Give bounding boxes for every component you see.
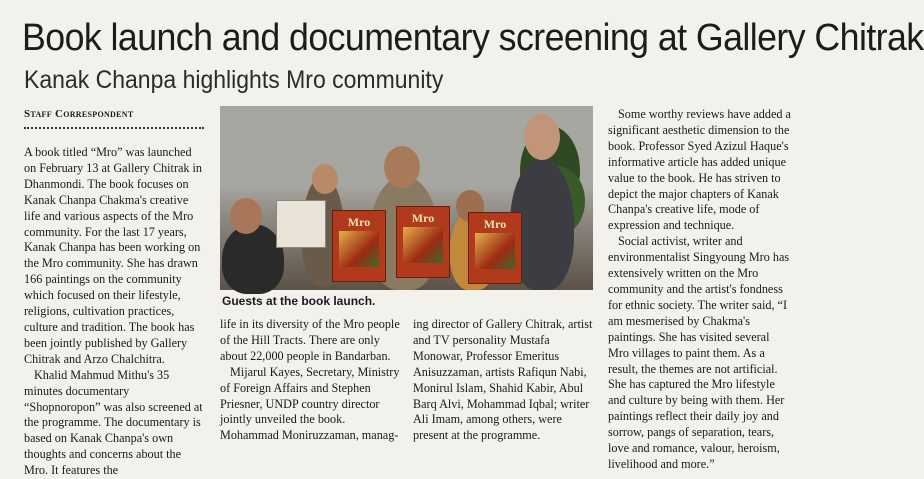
- photo-book: [396, 206, 450, 278]
- column-4: [608, 107, 792, 473]
- byline: Staff Correspondent: [24, 108, 134, 120]
- byline-divider: [24, 127, 204, 129]
- paragraph: Mijarul Kayes, Secretary, Ministry of Foreign Affairs and Stephen Priesner, UNDP country director jointly unveiled the book. Mohammad Moniruzzaman, manag-: [220, 364, 400, 443]
- photo-book: [468, 212, 522, 284]
- photo-person-head: [524, 114, 560, 160]
- photo-person-head: [230, 198, 262, 234]
- headline: Book launch and documentary screening at Gallery Chitrak: [22, 17, 924, 59]
- subheadline: Kanak Chanpa highlights Mro community: [24, 66, 444, 94]
- column-3: [413, 317, 595, 444]
- paragraph: Khalid Mahmud Mithu's 35 minutes documentary “Shopnoropon” was also screened at the programme. The documentary is based on Kanak Chanpa's own thoughts and concerns about the Mro. It features the: [24, 367, 203, 478]
- book-title: Mro: [347, 215, 371, 229]
- book-launch-photo: [220, 106, 593, 290]
- book-title: Mro: [411, 211, 435, 225]
- paragraph: A book titled “Mro” was launched on February 13 at Gallery Chitrak in Dhanmondi. The book focuses on Kanak Chanpa Chakma's creative life and various aspects of the Mro community. For the last 17 years, Kanak Chanpa has been working on the Mro community. She has drawn 166 paintings on the community which focused on their lifestyle, religions, cultivation practices, culture and tradition. The book has been jointly published by Gallery Chitrak and Arzo Chalchitra.: [24, 145, 203, 366]
- photo-framed-painting: [276, 200, 326, 248]
- photo-person-head: [312, 164, 338, 194]
- paragraph: ing director of Gallery Chitrak, artist and TV personality Mustafa Monowar, Professor Emeritus Anisuzzaman, artists Rafiqun Nabi, Monirul Islam, Shahid Kabir, Abul Barq Alvi, Mohammad Iqbal; writer Ali Imam, among others, were present at the programme.: [413, 317, 593, 443]
- column-2: [220, 317, 400, 444]
- photo-book: [332, 210, 386, 282]
- photo-caption: Guests at the book launch.: [222, 294, 376, 308]
- paragraph: life in its diversity of the Mro people of the Hill Tracts. There are only about 22,000 people in Bandarban.: [220, 317, 400, 363]
- book-title: Mro: [483, 217, 507, 231]
- photo-person-head: [384, 146, 420, 188]
- paragraph: Some worthy reviews have added a significant aesthetic dimension to the book. Professor Syed Azizul Haque's informative article has added unique value to the book. He has striven to depict the major chapters of Kanak Chanpa's creative life, mode of expression and technique.: [608, 107, 791, 233]
- column-1: [24, 145, 206, 479]
- paragraph: Social activist, writer and environmentalist Singyoung Mro has extensively written on the Mro community and the artist's fondness for ethnic society. The writer said, “I am mesmerised by Chakma's paintings. She has visited several Mro villages to paint them. As a result, the themes are not artificial. She has captured the Mro lifestyle and culture by being with them. Her paintings reflect their daily joy and sorrow, pangs of separation, tears, love and romance, valour, heroism, livelihood and more.”: [608, 234, 790, 471]
- photo-person: [222, 224, 284, 294]
